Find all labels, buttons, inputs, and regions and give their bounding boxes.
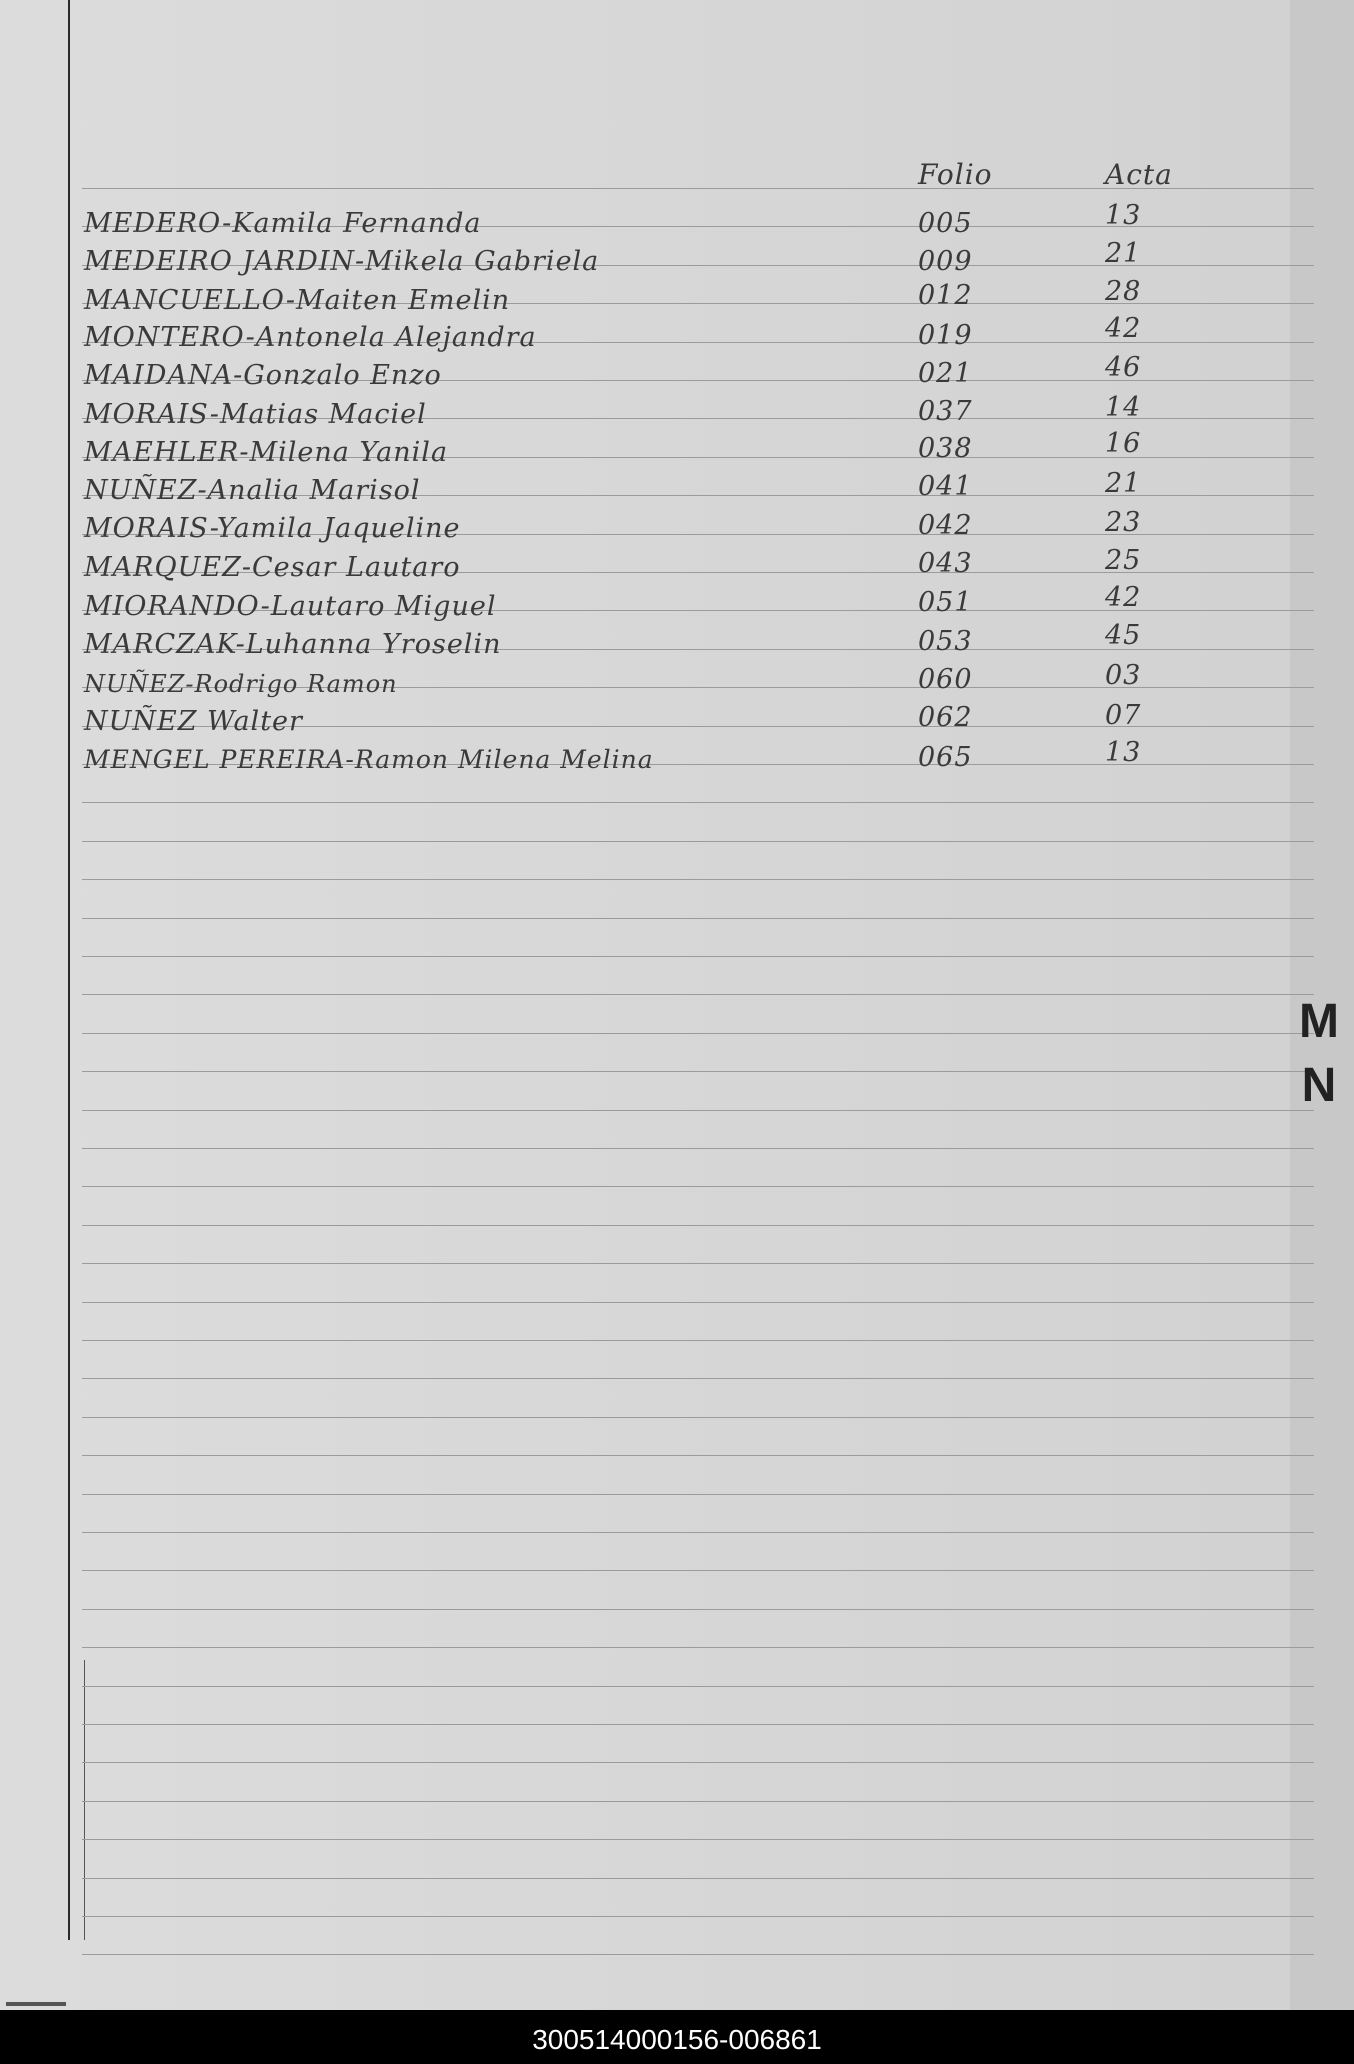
ruled-line [82,1340,1314,1341]
folio-number: 005 [918,208,973,239]
folio-number: 060 [918,664,973,695]
folio-number: 041 [918,471,973,502]
ruled-line [82,1071,1314,1072]
acta-number: 21 [1105,238,1142,269]
student-name: MARQUEZ-Cesar Lautaro [84,552,461,583]
ruled-line [82,1878,1314,1879]
folio-number: 062 [918,702,973,733]
ruled-line [82,1033,1314,1034]
document-id: 300514000156-006861 [532,2024,822,2055]
student-name: MIORANDO-Lautaro Miguel [84,591,497,622]
ruled-line [82,1609,1314,1610]
acta-number: 42 [1105,582,1142,613]
folio-number: 038 [918,433,973,464]
acta-number: 23 [1105,507,1142,538]
folio-number: 021 [918,358,973,389]
folio-header: Folio [918,158,993,191]
acta-number: 46 [1105,352,1142,383]
ruled-line [82,1263,1314,1264]
acta-number: 03 [1105,660,1142,691]
acta-number: 14 [1105,392,1142,423]
ruled-line [82,802,1314,803]
student-name: NUÑEZ-Rodrigo Ramon [84,670,398,698]
ruled-line [82,1839,1314,1840]
acta-number: 13 [1105,200,1142,231]
student-name: MENGEL PEREIRA-Ramon Milena Melina [84,745,654,774]
index-letters [1294,990,1344,1118]
index-letter: N [1301,1059,1337,1112]
margin-line [68,0,70,1940]
folio-number: 012 [918,280,973,311]
ruled-line [82,1417,1314,1418]
student-name: MEDERO-Kamila Fernanda [84,208,482,239]
student-name: MAEHLER-Milena Yanila [84,437,449,468]
ruled-line [82,1455,1314,1456]
student-name: NUÑEZ Walter [84,706,303,737]
ruled-line [82,994,1314,995]
ruled-line [82,1801,1314,1802]
folio-number: 051 [918,587,973,618]
ruled-line [82,1532,1314,1533]
ruled-line [82,1916,1314,1917]
ruled-line [82,1762,1314,1763]
ruled-line [82,879,1314,880]
student-name: MARCZAK-Luhanna Yroselin [84,629,502,660]
folio-number: 065 [918,742,973,773]
ruled-line [82,918,1314,919]
acta-number: 21 [1105,468,1142,499]
ruled-line [82,1570,1314,1571]
margin-line-secondary [84,1660,85,1940]
student-name: MORAIS-Matias Maciel [84,399,427,430]
ruled-line [82,1148,1314,1149]
ruled-line [82,1686,1314,1687]
folio-number: 043 [918,548,973,579]
acta-number: 07 [1105,700,1142,731]
student-name: MANCUELLO-Maiten Emelin [84,285,511,316]
folio-number: 042 [918,510,973,541]
ruled-line [82,1302,1314,1303]
ruled-line [82,1225,1314,1226]
ruled-line [82,841,1314,842]
folio-number: 037 [918,396,973,427]
student-name: MORAIS-Yamila Jaqueline [84,513,461,544]
acta-header: Acta [1105,158,1173,191]
acta-number: 13 [1105,737,1142,768]
student-name: MONTERO-Antonela Alejandra [84,322,537,353]
ruled-line [82,956,1314,957]
ruled-line [82,1186,1314,1187]
acta-number: 45 [1105,620,1142,651]
folio-number: 009 [918,246,973,277]
ruled-line [82,1724,1314,1725]
acta-number: 28 [1105,276,1142,307]
acta-number: 16 [1105,428,1142,459]
folio-number: 053 [918,626,973,657]
student-name: MAIDANA-Gonzalo Enzo [84,360,442,391]
scan-artifact [6,2002,66,2006]
ruled-line [82,1110,1314,1111]
acta-number: 42 [1105,313,1142,344]
ruled-line [82,1647,1314,1648]
student-name: NUÑEZ-Analia Marisol [84,475,421,506]
ruled-line [82,1378,1314,1379]
acta-number: 25 [1105,545,1142,576]
index-letter: M [1299,995,1339,1048]
ruled-line [82,1954,1314,1955]
student-name: MEDEIRO JARDIN-Mikela Gabriela [84,246,600,277]
ruled-line [82,1494,1314,1495]
folio-number: 019 [918,320,973,351]
